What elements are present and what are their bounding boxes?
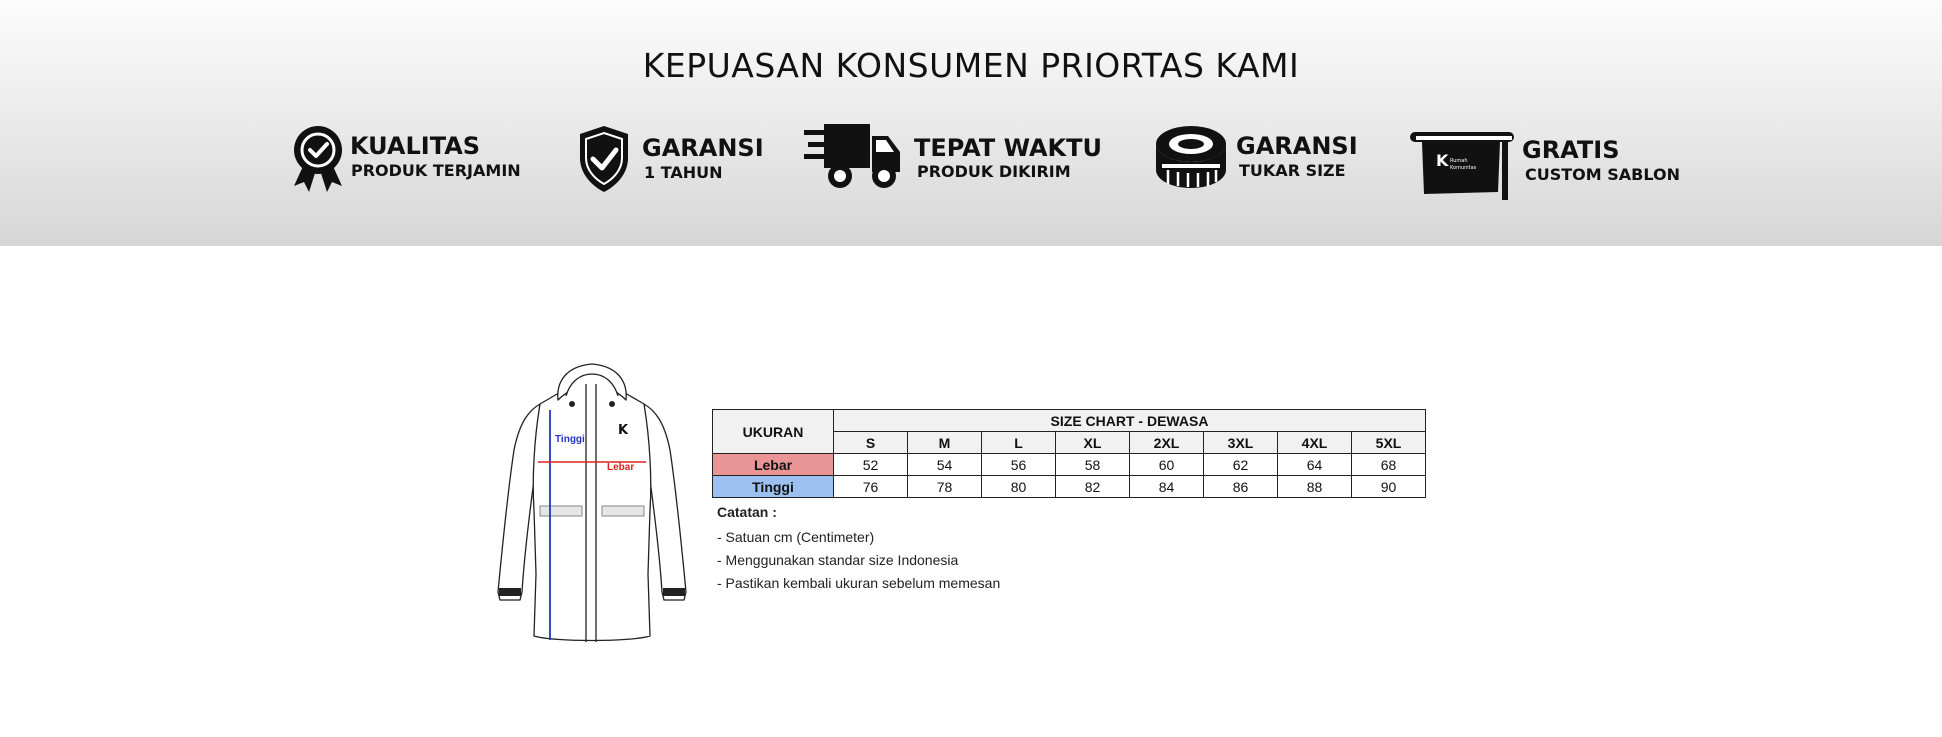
feature-subtitle: PRODUK TERJAMIN [351,161,521,180]
size-header-cell: 2XL [1130,432,1204,454]
banner-title: KEPUASAN KONSUMEN PRIORTAS KAMI [642,46,1300,85]
table-cell: 52 [834,454,908,476]
printer-banner-icon [1410,130,1516,200]
size-header-cell: S [834,432,908,454]
feature-subtitle: 1 TAHUN [644,163,723,182]
table-cell: 56 [982,454,1056,476]
row-label-lebar: Lebar [713,454,834,476]
notes-title: Catatan : [717,504,777,520]
feature-title: KUALITAS [350,132,481,160]
size-header-cell: M [908,432,982,454]
table-cell: 76 [834,476,908,498]
table-cell: 80 [982,476,1056,498]
size-chart-table [712,409,1426,498]
ukuran-header: UKURAN [713,410,834,454]
table-row-lebar [713,454,1426,476]
jacket-diagram [490,360,694,650]
size-notes [717,504,1000,595]
feature-garansi-size [1154,120,1374,196]
measuring-tape-icon [1154,124,1228,190]
size-header-cell: L [982,432,1056,454]
table-cell: 68 [1352,454,1426,476]
feature-tepat-waktu [804,120,1104,196]
table-cell: 62 [1204,454,1278,476]
svg-text:K: K [1436,151,1449,170]
table-cell: 82 [1056,476,1130,498]
shield-check-icon [576,124,632,194]
promo-banner [0,0,1942,246]
feature-subtitle: TUKAR SIZE [1239,161,1346,180]
table-cell: 78 [908,476,982,498]
feature-title: GARANSI [1236,132,1358,160]
feature-kualitas [290,120,530,196]
table-cell: 64 [1278,454,1352,476]
size-chart-title: SIZE CHART - DEWASA [834,410,1426,432]
feature-subtitle: CUSTOM SABLON [1525,165,1680,184]
feature-title: GARANSI [642,134,764,162]
feature-garansi-tahun [576,120,776,196]
feature-title: TEPAT WAKTU [914,134,1103,162]
note-line: - Satuan cm (Centimeter) [717,529,875,545]
feature-subtitle: PRODUK DIKIRIM [917,162,1071,181]
lebar-measure-label: Lebar [607,462,635,473]
table-cell: 58 [1056,454,1130,476]
table-cell: 88 [1278,476,1352,498]
feature-title: GRATIS [1522,136,1620,164]
award-badge-icon [290,120,346,196]
tinggi-measure-label: Tinggi [555,434,585,445]
table-cell: 90 [1352,476,1426,498]
size-header-cell: 4XL [1278,432,1352,454]
table-cell: 84 [1130,476,1204,498]
note-line: - Pastikan kembali ukuran sebelum memesan [717,575,1001,591]
svg-text:Komunitas: Komunitas [1450,165,1477,171]
row-label-tinggi: Tinggi [713,476,834,498]
note-line: - Menggunakan standar size Indonesia [717,552,959,568]
size-header-cell: XL [1056,432,1130,454]
fast-delivery-truck-icon [804,124,900,190]
table-header-row [713,410,1426,432]
table-cell: 60 [1130,454,1204,476]
table-cell: 54 [908,454,982,476]
size-header-cell: 5XL [1352,432,1426,454]
table-row-tinggi [713,476,1426,498]
jacket-outline [490,360,694,650]
feature-gratis-sablon [1410,120,1690,196]
svg-text:Rumah: Rumah [1450,158,1468,164]
size-header-cell: 3XL [1204,432,1278,454]
svg-text:K: K [618,423,629,438]
table-cell: 86 [1204,476,1278,498]
